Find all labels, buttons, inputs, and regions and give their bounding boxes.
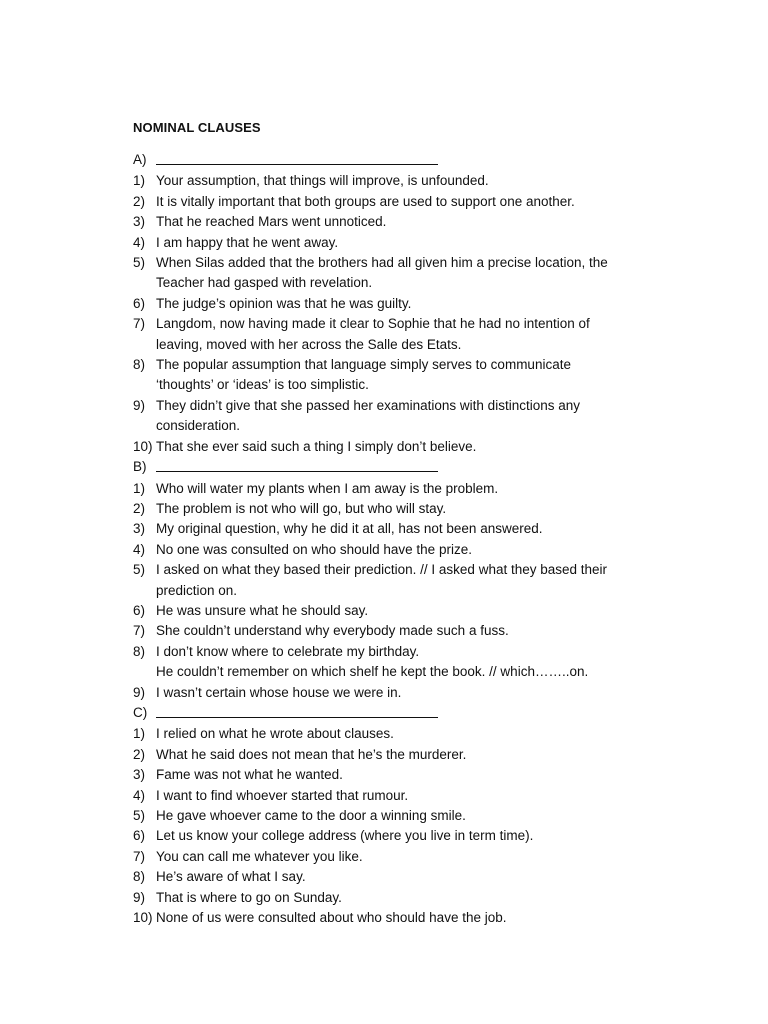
- list-item: [133, 212, 653, 232]
- item-number: 9): [133, 889, 146, 905]
- item-number: [133, 416, 156, 436]
- item-text: That she ever said such a thing I simply don’t believe.: [156, 438, 477, 454]
- item-number: 1): [133, 480, 146, 496]
- list-item: [133, 642, 653, 662]
- item-text: I don’t know where to celebrate my birthday.: [156, 643, 420, 659]
- item-text: Langdom, now having made it clear to Sophie that he had no intention of: [156, 316, 590, 332]
- item-number: 5): [133, 808, 146, 823]
- list-item: [133, 479, 653, 499]
- page-title: NOMINAL CLAUSES: [133, 120, 261, 135]
- list-item: [133, 847, 653, 867]
- exercise-list: [133, 150, 653, 928]
- item-number: 4): [133, 787, 146, 803]
- answer-blank-line: [156, 457, 438, 472]
- list-item: [133, 499, 653, 519]
- item-number: 2): [133, 500, 146, 516]
- list-item: [133, 192, 653, 212]
- item-number: 10): [133, 910, 153, 926]
- item-number: 1): [133, 726, 146, 742]
- item-number: 9): [133, 684, 146, 700]
- item-number: 8): [133, 643, 146, 659]
- item-number: [133, 273, 156, 293]
- item-text: prediction on.: [156, 582, 238, 598]
- section-label: C): [133, 704, 148, 720]
- item-number: 5): [133, 255, 146, 271]
- item-text: Let us know your college address (where you live in term time).: [156, 828, 534, 844]
- section-header: [133, 150, 653, 171]
- list-item: [133, 519, 653, 539]
- item-number: 7): [133, 316, 146, 332]
- item-number: [133, 375, 156, 395]
- item-text: consideration.: [156, 418, 241, 434]
- item-number: 10): [133, 438, 153, 454]
- list-item-continuation: [133, 662, 653, 682]
- item-text: leaving, moved with her across the Salle des Etats.: [156, 336, 462, 352]
- item-number: 6): [133, 295, 146, 311]
- item-text: What he said does not mean that he’s the murderer.: [156, 746, 467, 762]
- item-number: 9): [133, 397, 146, 413]
- list-item: [133, 806, 653, 826]
- item-number: 7): [133, 623, 146, 639]
- item-number: 2): [133, 746, 146, 762]
- list-item-continuation: [133, 581, 653, 601]
- item-text: Fame was not what he wanted.: [156, 767, 343, 783]
- item-text: The popular assumption that language simply serves to communicate: [156, 357, 571, 373]
- list-item: [133, 396, 653, 416]
- item-number: [133, 581, 156, 601]
- item-text: Who will water my plants when I am away is the problem.: [156, 480, 499, 496]
- section-header: [133, 457, 653, 478]
- item-text: He was unsure what he should say.: [156, 602, 369, 618]
- list-item-continuation: [133, 375, 653, 395]
- item-number: 6): [133, 828, 146, 844]
- item-text: When Silas added that the brothers had all given him a precise location, the: [156, 255, 608, 271]
- item-text: You can call me whatever you like.: [156, 848, 363, 864]
- list-item: [133, 355, 653, 375]
- item-number: 4): [133, 234, 146, 250]
- item-number: 4): [133, 541, 146, 557]
- section-header: [133, 703, 653, 724]
- list-item: [133, 867, 653, 887]
- item-text: I relied on what he wrote about clauses.: [156, 726, 394, 742]
- item-number: 8): [133, 869, 146, 885]
- item-text: My original question, why he did it at all, has not been answered.: [156, 521, 543, 537]
- item-number: 3): [133, 767, 146, 783]
- item-text: No one was consulted on who should have the prize.: [156, 541, 472, 557]
- list-item: [133, 724, 653, 744]
- list-item-continuation: [133, 335, 653, 355]
- list-item-continuation: [133, 273, 653, 293]
- list-item: [133, 745, 653, 765]
- list-item: [133, 888, 653, 908]
- list-item: [133, 253, 653, 273]
- item-text: The problem is not who will go, but who will stay.: [156, 500, 447, 516]
- item-text: The judge’s opinion was that he was guilty.: [156, 295, 412, 311]
- section-label: A): [133, 152, 147, 167]
- list-item: [133, 601, 653, 621]
- item-text: She couldn’t understand why everybody made such a fuss.: [156, 623, 509, 639]
- list-item: [133, 560, 653, 580]
- list-item: [133, 314, 653, 334]
- list-item: [133, 826, 653, 846]
- list-item: [133, 540, 653, 560]
- item-number: [133, 335, 156, 355]
- item-text: He couldn’t remember on which shelf he kept the book. // which……..on.: [156, 664, 589, 680]
- item-text: Teacher had gasped with revelation.: [156, 275, 373, 291]
- item-text: They didn’t give that she passed her examinations with distinctions any: [156, 397, 580, 413]
- item-text: He’s aware of what I say.: [156, 869, 306, 885]
- item-text: I asked on what they based their prediction. // I asked what they based their: [156, 562, 608, 578]
- answer-blank-line: [156, 150, 438, 165]
- item-number: 6): [133, 602, 146, 618]
- item-text: ‘thoughts’ or ‘ideas’ is too simplistic.: [156, 377, 369, 393]
- item-text: I am happy that he went away.: [156, 234, 339, 250]
- list-item-continuation: [133, 416, 653, 436]
- list-item: [133, 233, 653, 253]
- item-text: That is where to go on Sunday.: [156, 889, 342, 905]
- list-item: [133, 786, 653, 806]
- list-item: [133, 294, 653, 314]
- list-item: [133, 765, 653, 785]
- item-number: 3): [133, 521, 146, 537]
- item-text: Your assumption, that things will improve, is unfounded.: [156, 173, 489, 189]
- list-item: [133, 683, 653, 703]
- document-page: [133, 118, 653, 928]
- item-number: 2): [133, 193, 146, 209]
- item-number: [133, 662, 156, 682]
- item-text: None of us were consulted about who should have the job.: [156, 910, 507, 926]
- section-label: B): [133, 459, 147, 475]
- item-text: He gave whoever came to the door a winning smile.: [156, 808, 466, 823]
- list-item: [133, 171, 653, 191]
- item-number: 7): [133, 848, 146, 864]
- item-number: 8): [133, 357, 146, 373]
- answer-blank-line: [156, 703, 438, 718]
- list-item: [133, 621, 653, 641]
- item-text: It is vitally important that both groups are used to support one another.: [156, 193, 575, 209]
- list-item: [133, 437, 653, 457]
- item-text: That he reached Mars went unnoticed.: [156, 214, 387, 230]
- item-number: 5): [133, 562, 146, 578]
- item-number: 3): [133, 214, 146, 230]
- list-item: [133, 908, 653, 928]
- item-text: I wasn’t certain whose house we were in.: [156, 684, 402, 700]
- item-text: I want to find whoever started that rumour.: [156, 787, 409, 803]
- item-number: 1): [133, 173, 146, 189]
